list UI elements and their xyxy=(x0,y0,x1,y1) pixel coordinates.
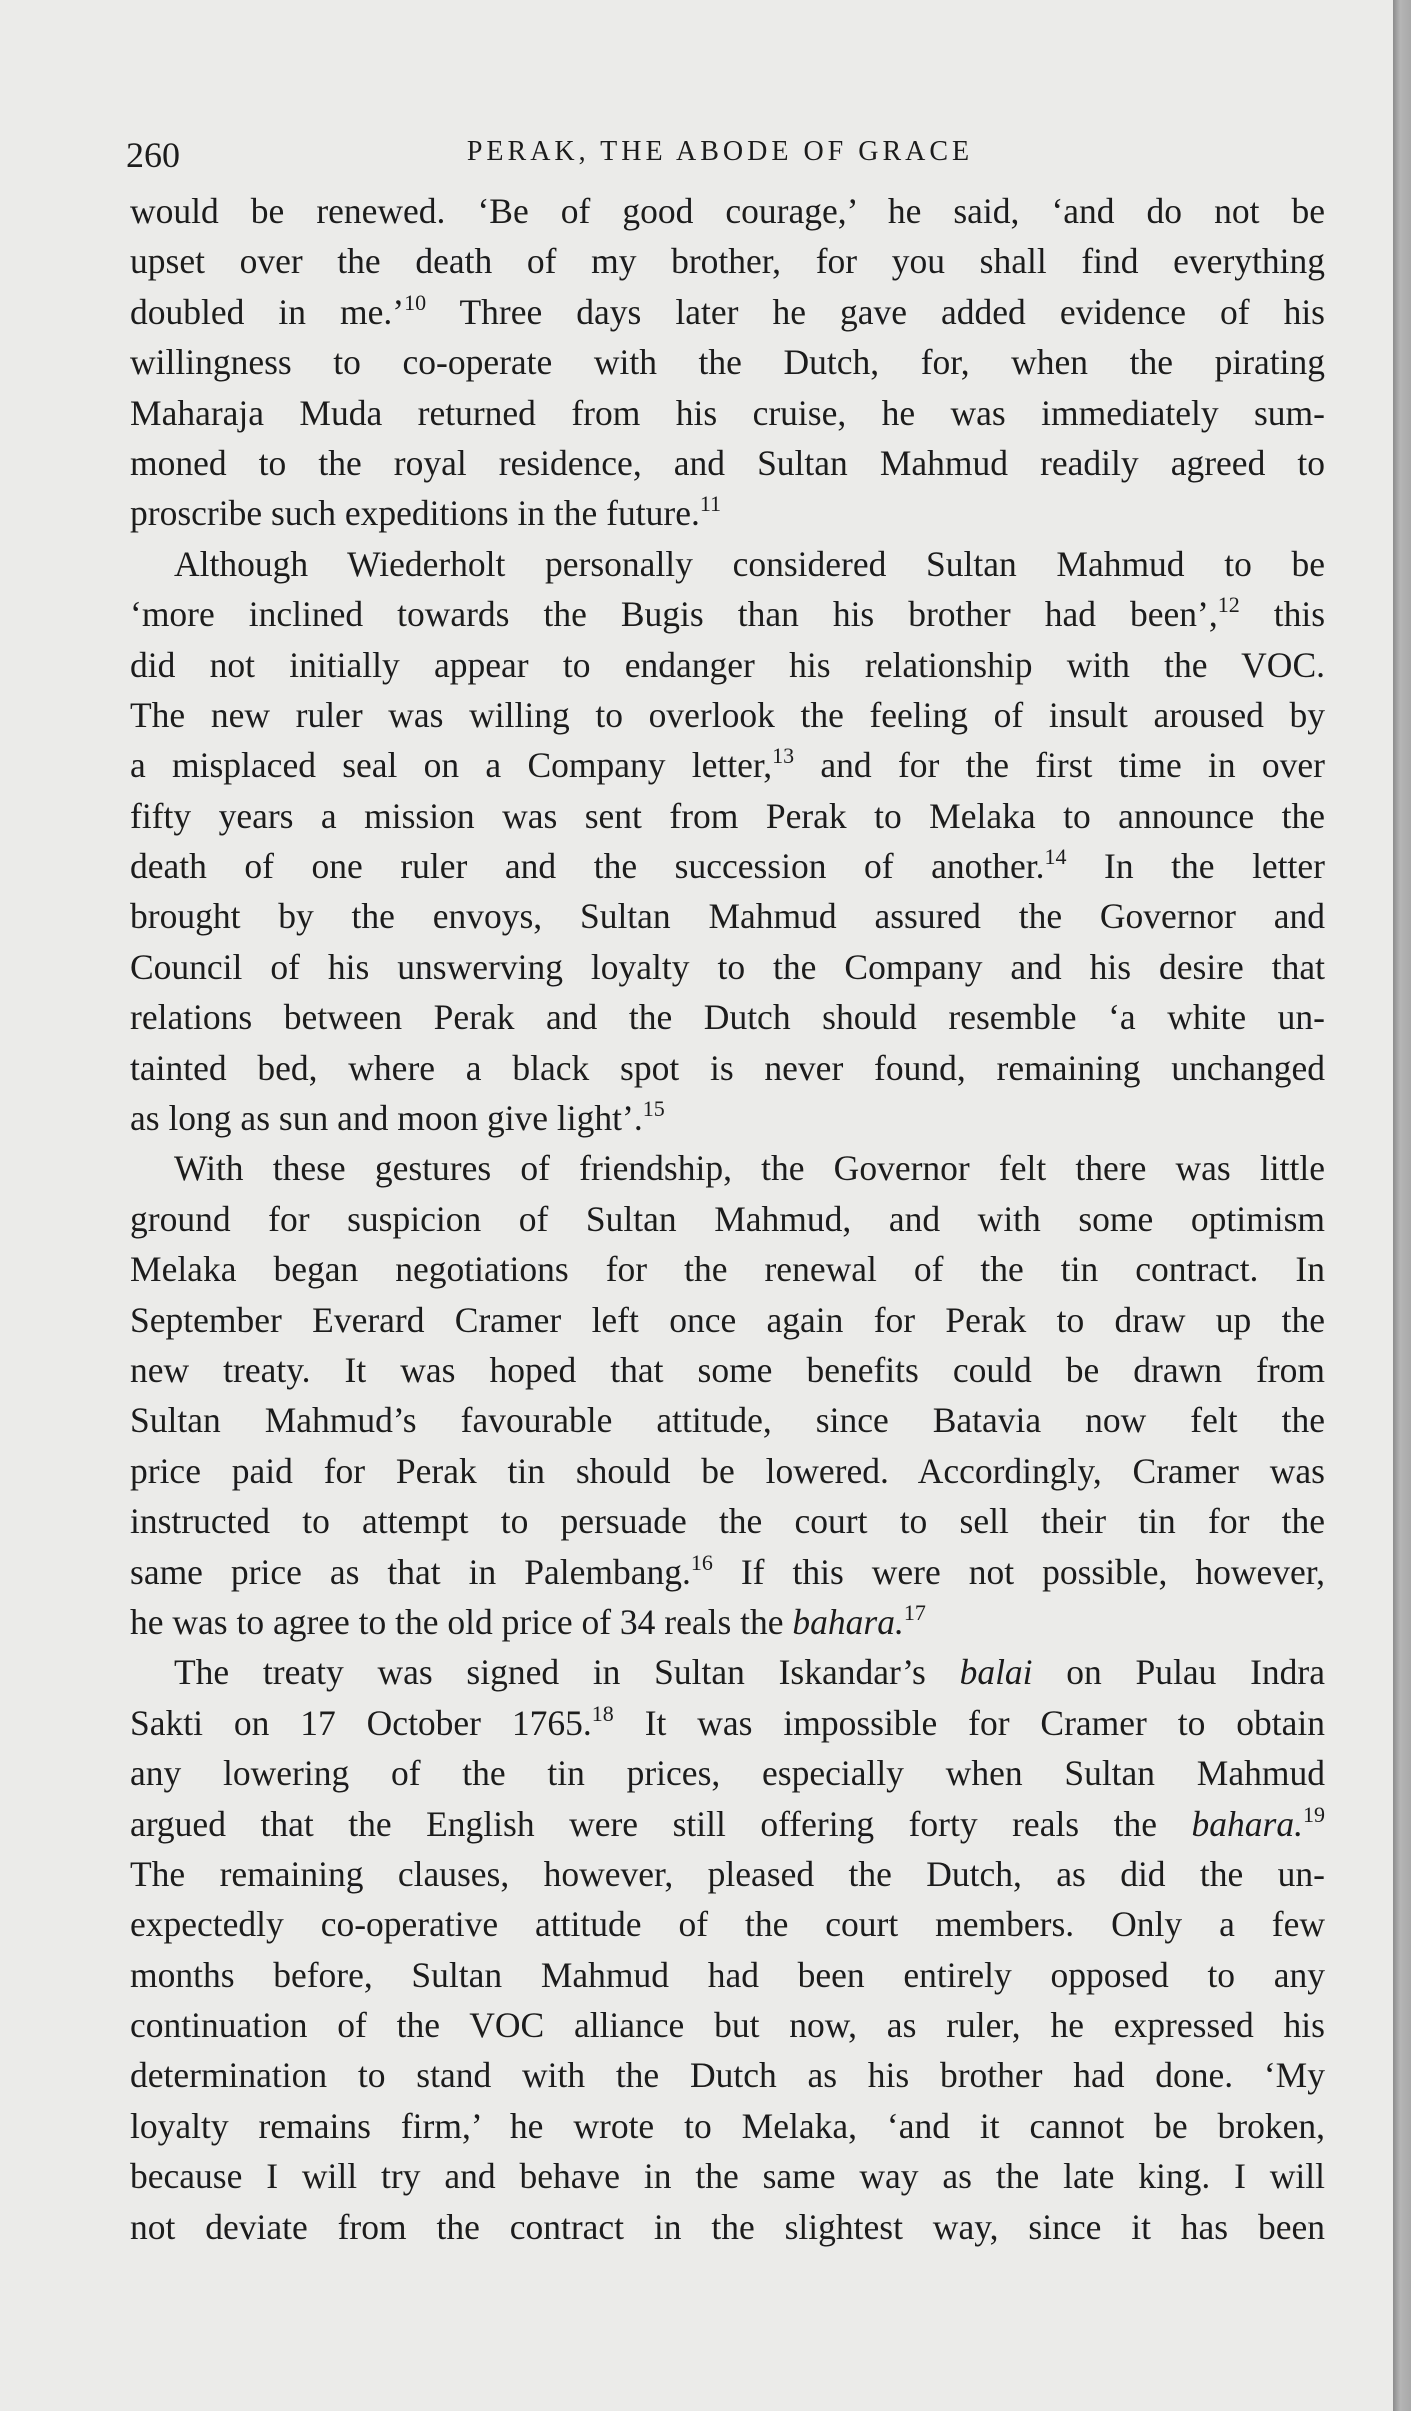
text-line xyxy=(130,1547,1325,1597)
text-line xyxy=(130,841,1325,891)
footnote-ref: 15 xyxy=(642,1096,665,1122)
text-line xyxy=(130,1799,1325,1849)
footnote-ref: 13 xyxy=(772,743,795,769)
text-line xyxy=(130,2000,1325,2050)
text-line xyxy=(130,2151,1325,2201)
text-run: The treaty was signed in Sultan Iskandar’s xyxy=(174,1652,960,1693)
text-line xyxy=(130,2202,1325,2252)
text-line xyxy=(130,1597,1325,1647)
text-line xyxy=(130,1043,1325,1093)
paragraph xyxy=(130,1647,1325,2252)
text-run: same price as that in Palembang. xyxy=(130,1551,691,1592)
text-run: instructed to attempt to persuade the court to sell their tin for the xyxy=(130,1501,1325,1542)
text-run: would be renewed. ‘Be of good courage,’ he said, ‘and do not be xyxy=(130,191,1325,231)
footnote-ref: 11 xyxy=(699,491,722,517)
text-run: The new ruler was willing to overlook the feeling of insult aroused by xyxy=(130,694,1325,735)
running-head: PERAK, THE ABODE OF GRACE xyxy=(466,136,974,167)
text-line xyxy=(130,539,1325,589)
paragraph xyxy=(130,186,1325,539)
text-line xyxy=(130,1849,1325,1899)
text-run: Melaka began negotiations for the renewal of the tin contract. In xyxy=(130,1249,1325,1290)
text-run: as long as sun and moon give light’. xyxy=(130,1098,643,1139)
text-line xyxy=(130,1496,1325,1546)
text-run: Three days later he gave added evidence of his xyxy=(426,291,1325,332)
text-run: Sultan Mahmud’s favourable attitude, since Batavia now felt the xyxy=(130,1400,1325,1441)
text-run: ground for suspicion of Sultan Mahmud, and with some optimism xyxy=(130,1198,1325,1239)
text-run: September Everard Cramer left once again for Perak to draw up the xyxy=(130,1299,1325,1340)
text-run: price paid for Perak tin should be lowered. Accordingly, Cramer was xyxy=(130,1450,1325,1491)
text-line xyxy=(130,1647,1325,1697)
italic-term: balai xyxy=(959,1652,1033,1693)
text-run: this xyxy=(1239,594,1326,635)
text-run: With these gestures of friendship, the Governor felt there was little xyxy=(174,1148,1325,1189)
text-run: doubled in me.’ xyxy=(130,291,405,332)
text-run: If this were not possible, however, xyxy=(712,1551,1325,1592)
text-line xyxy=(130,1345,1325,1395)
text-run: In the letter xyxy=(1066,846,1325,887)
text-line xyxy=(130,2050,1325,2100)
text-line xyxy=(130,640,1325,690)
text-line xyxy=(130,488,1325,538)
text-line xyxy=(130,287,1325,337)
text-run: brought by the envoys, Sultan Mahmud assured the Governor and xyxy=(130,896,1325,937)
text-run: he was to agree to the old price of 34 reals the xyxy=(130,1601,793,1642)
text-run: a misplaced seal on a Company letter, xyxy=(130,745,773,786)
text-line xyxy=(130,1194,1325,1244)
text-line xyxy=(130,186,1325,236)
text-line xyxy=(130,236,1325,286)
text-run: proscribe such expeditions in the future. xyxy=(130,493,700,534)
text-line xyxy=(130,1093,1325,1143)
text-line xyxy=(130,891,1325,941)
text-run: not deviate from the contract in the slightest way, since it has been xyxy=(130,2206,1325,2247)
text-run: Maharaja Muda returned from his cruise, he was immediately sum- xyxy=(130,392,1325,433)
footnote-ref: 16 xyxy=(690,1549,713,1575)
text-line xyxy=(130,589,1325,639)
text-run: expectedly co-operative attitude of the court members. Only a few xyxy=(130,1904,1325,1945)
text-run: Although Wiederholt personally considered Sultan Mahmud to be xyxy=(174,543,1325,584)
text-line xyxy=(130,438,1325,488)
text-line xyxy=(130,2101,1325,2151)
text-run: Council of his unswerving loyalty to the Company and his desire that xyxy=(130,946,1325,987)
footnote-ref: 18 xyxy=(591,1700,614,1726)
paragraph xyxy=(130,539,1325,1144)
text-line xyxy=(130,992,1325,1042)
text-run: did not initially appear to endanger his relationship with the VOC. xyxy=(130,644,1325,685)
text-run: and for the first time in over xyxy=(794,745,1325,786)
text-line xyxy=(130,1244,1325,1294)
text-run: ‘more inclined towards the Bugis than his brother had been’, xyxy=(130,594,1218,635)
text-run: fifty years a mission was sent from Perak to Melaka to announce the xyxy=(130,795,1325,836)
page-edge-shadow xyxy=(1393,0,1411,2411)
text-run: tainted bed, where a black spot is never found, remaining unchanged xyxy=(130,1047,1325,1088)
text-run: relations between Perak and the Dutch should resemble ‘a white un- xyxy=(130,997,1325,1038)
paragraph xyxy=(130,1143,1325,1647)
text-run: loyalty remains firm,’ he wrote to Melaka, ‘and it cannot be broken, xyxy=(130,2105,1325,2146)
footnote-ref: 17 xyxy=(903,1599,926,1625)
text-line xyxy=(130,791,1325,841)
text-run: months before, Sultan Mahmud had been entirely opposed to any xyxy=(130,1954,1325,1995)
text-line xyxy=(130,1446,1325,1496)
text-line xyxy=(130,1143,1325,1193)
text-line xyxy=(130,337,1325,387)
italic-term: bahara. xyxy=(792,1601,904,1642)
text-run: new treaty. It was hoped that some benefits could be drawn from xyxy=(130,1349,1325,1390)
text-line xyxy=(130,1698,1325,1748)
footnote-ref: 14 xyxy=(1044,844,1067,870)
text-run: continuation of the VOC alliance but now, as ruler, he expressed his xyxy=(130,2005,1325,2046)
text-run: It was impossible for Cramer to obtain xyxy=(613,1702,1326,1743)
text-run: on Pulau Indra xyxy=(1032,1652,1325,1693)
italic-term: bahara. xyxy=(1191,1803,1303,1844)
text-line xyxy=(130,1899,1325,1949)
body-text xyxy=(130,186,1325,2252)
footnote-ref: 19 xyxy=(1303,1801,1325,1827)
text-line xyxy=(130,1295,1325,1345)
text-run: argued that the English were still offering forty reals the xyxy=(130,1803,1192,1844)
text-line xyxy=(130,1950,1325,2000)
text-run: because I will try and behave in the same way as the late king. I will xyxy=(130,2156,1325,2197)
text-line xyxy=(130,388,1325,438)
footnote-ref: 10 xyxy=(404,289,427,315)
text-line xyxy=(130,690,1325,740)
text-run: Sakti on 17 October 1765. xyxy=(130,1702,592,1743)
footnote-ref: 12 xyxy=(1217,592,1240,618)
text-run: moned to the royal residence, and Sultan Mahmud readily agreed to xyxy=(130,442,1325,483)
text-line xyxy=(130,942,1325,992)
text-run: upset over the death of my brother, for you shall find everything xyxy=(130,241,1325,282)
text-run: willingness to co-operate with the Dutch, for, when the pirating xyxy=(130,342,1325,383)
page-number: 260 xyxy=(126,135,180,175)
text-line xyxy=(130,1395,1325,1445)
text-run: any lowering of the tin prices, especially when Sultan Mahmud xyxy=(130,1753,1325,1794)
text-line xyxy=(130,1748,1325,1798)
text-line xyxy=(130,740,1325,790)
text-run: The remaining clauses, however, pleased the Dutch, as did the un- xyxy=(130,1853,1325,1894)
text-run: determination to stand with the Dutch as his brother had done. ‘My xyxy=(130,2055,1325,2096)
text-run: death of one ruler and the succession of another. xyxy=(130,846,1045,887)
